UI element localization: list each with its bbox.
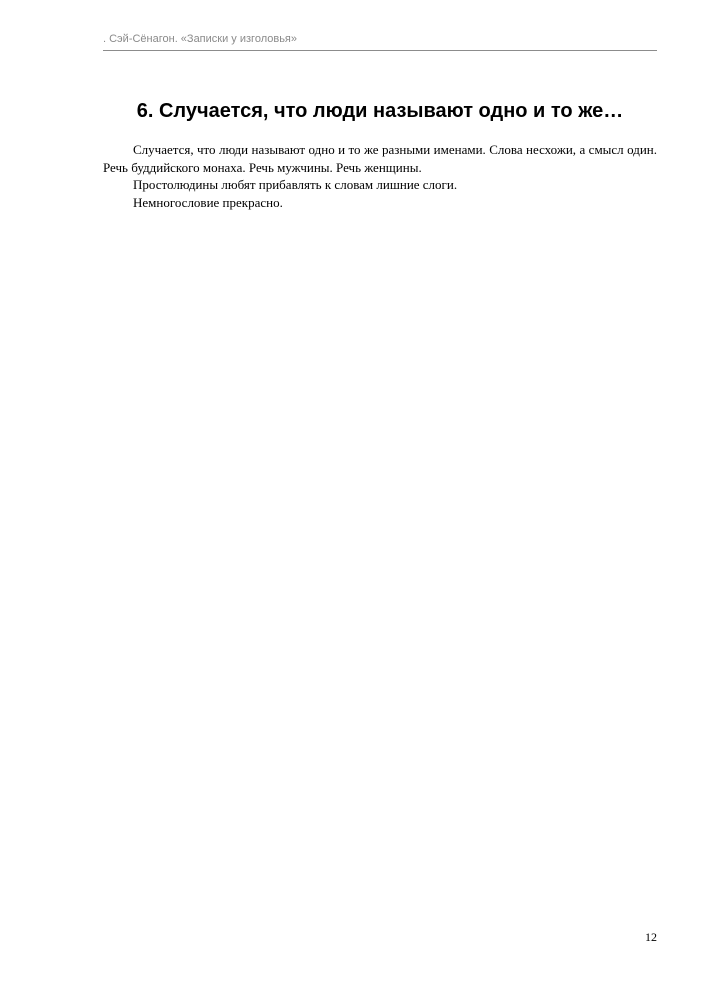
chapter-body bbox=[103, 141, 657, 211]
running-header: . Сэй-Сёнагон. «Записки у изголовья» bbox=[103, 33, 297, 45]
page-number: 12 bbox=[645, 930, 657, 944]
paragraph: Немногословие прекрасно. bbox=[133, 194, 283, 210]
chapter-title: 6. Случается, что люди называют одно и то же… bbox=[136, 100, 624, 122]
paragraph: Случается, что люди называют одно и то же разными именами. Слова несхожи, а смысл один. Речь буддийского монаха. Речь мужчины. Речь женщины. bbox=[103, 142, 657, 175]
header-divider bbox=[103, 50, 657, 51]
paragraph: Простолюдины любят прибавлять к словам лишние слоги. bbox=[133, 177, 458, 192]
